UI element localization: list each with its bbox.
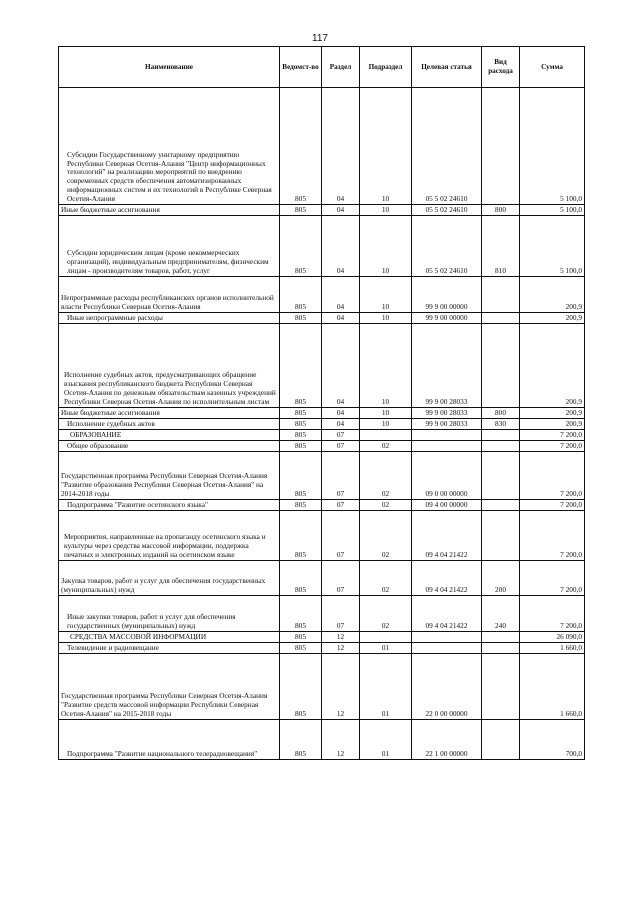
- cell-subsection: 10: [360, 216, 412, 277]
- cell-subsection: 02: [360, 452, 412, 500]
- page-number: 117: [312, 33, 328, 44]
- cell-name: Мероприятия, направленные на пропаганду осетинского языка и культуры через средства массовой информации, поддержка печатных и электронных изданий на осетинском языке: [59, 511, 280, 561]
- table-row: [59, 277, 585, 313]
- cell-name: Государственная программа Республики Северная Осетия-Алания "Развитие средств массовой информации Республики Северная Осетия-Алания" на 2015-2018 годы: [59, 654, 280, 720]
- cell-kind: [482, 500, 520, 511]
- cell-name: Закупка товаров, работ и услуг для обеспечения государственных (муниципальных) нужд: [59, 561, 280, 596]
- cell-sum: 200,9: [520, 419, 585, 430]
- cell-section: 04: [322, 408, 360, 419]
- cell-article: 05 5 02 24610: [412, 216, 482, 277]
- cell-kind: [482, 511, 520, 561]
- cell-subsection: 02: [360, 596, 412, 632]
- cell-sum: 1 660,0: [520, 643, 585, 654]
- header-article: Целевая статья: [412, 47, 482, 88]
- cell-kind: 830: [482, 419, 520, 430]
- cell-subsection: 02: [360, 500, 412, 511]
- header-dept: Ведомст-во: [280, 47, 322, 88]
- budget-table: [58, 46, 585, 760]
- cell-name: Общее образование: [59, 441, 280, 452]
- cell-article: 99 9 00 28033: [412, 408, 482, 419]
- table-row: [59, 205, 585, 216]
- cell-dept: 805: [280, 720, 322, 760]
- cell-sum: 7 200,0: [520, 561, 585, 596]
- cell-kind: 200: [482, 561, 520, 596]
- cell-kind: 810: [482, 216, 520, 277]
- cell-section: 12: [322, 654, 360, 720]
- cell-dept: 805: [280, 205, 322, 216]
- cell-article: [412, 430, 482, 441]
- cell-section: 07: [322, 441, 360, 452]
- cell-section: 07: [322, 452, 360, 500]
- cell-subsection: 10: [360, 205, 412, 216]
- cell-dept: 805: [280, 654, 322, 720]
- cell-article: 22 1 00 00000: [412, 720, 482, 760]
- cell-article: 22 0 00 00000: [412, 654, 482, 720]
- cell-subsection: 02: [360, 561, 412, 596]
- cell-sum: 700,0: [520, 720, 585, 760]
- cell-subsection: 10: [360, 324, 412, 408]
- cell-kind: [482, 632, 520, 643]
- table-row: [59, 654, 585, 720]
- cell-dept: 805: [280, 419, 322, 430]
- cell-subsection: 10: [360, 419, 412, 430]
- cell-sum: 7 200,0: [520, 452, 585, 500]
- cell-section: 04: [322, 88, 360, 205]
- cell-dept: 805: [280, 277, 322, 313]
- cell-name: Государственная программа Республики Северная Осетия-Алания "Развитие образования Республики Северная Осетия-Алания" на 2014-2018 годы: [59, 452, 280, 500]
- cell-subsection: 01: [360, 720, 412, 760]
- cell-section: 12: [322, 643, 360, 654]
- cell-dept: 805: [280, 643, 322, 654]
- cell-dept: 805: [280, 441, 322, 452]
- cell-dept: 805: [280, 430, 322, 441]
- header-subsection: Подраздел: [360, 47, 412, 88]
- table-row: [59, 500, 585, 511]
- cell-section: 04: [322, 205, 360, 216]
- cell-name: Иные непрограммные расходы: [59, 313, 280, 324]
- cell-kind: 800: [482, 408, 520, 419]
- cell-sum: 200,9: [520, 313, 585, 324]
- cell-kind: [482, 277, 520, 313]
- table-row: [59, 430, 585, 441]
- cell-article: 09 4 00 00000: [412, 500, 482, 511]
- cell-article: 05 5 02 24610: [412, 205, 482, 216]
- cell-kind: 240: [482, 596, 520, 632]
- cell-name: Телевидение и радиовещание: [59, 643, 280, 654]
- cell-sum: 7 200,0: [520, 500, 585, 511]
- table-row: [59, 452, 585, 500]
- cell-section: 12: [322, 720, 360, 760]
- cell-section: 07: [322, 430, 360, 441]
- table-row: [59, 720, 585, 760]
- cell-sum: 200,9: [520, 408, 585, 419]
- cell-dept: 805: [280, 596, 322, 632]
- cell-section: 04: [322, 216, 360, 277]
- table-row: [59, 596, 585, 632]
- cell-dept: 805: [280, 561, 322, 596]
- cell-name: Подпрограмма "Развитие осетинского языка": [59, 500, 280, 511]
- cell-name: Субсидии юридическим лицам (кроме некоммерческих организаций), индивидуальным предпринимателям, физическим лицам - производителям товаров, работ, услуг: [59, 216, 280, 277]
- cell-article: 99 9 00 00000: [412, 277, 482, 313]
- cell-dept: 805: [280, 500, 322, 511]
- table-row: [59, 632, 585, 643]
- cell-sum: 5 100,0: [520, 205, 585, 216]
- table-row: [59, 324, 585, 408]
- cell-kind: [482, 430, 520, 441]
- cell-name: Иные бюджетные ассигнования: [59, 408, 280, 419]
- cell-kind: [482, 88, 520, 205]
- cell-name: Субсидии Государственному унитарному предприятию Республики Северная Осетия-Алания "Центр информационных технологий" на реализацию мероприятий по внедрению современных средств обеспечения автоматизированных информационных систем и их технологий в Республике Северная Осетия-Алания: [59, 88, 280, 205]
- cell-dept: 805: [280, 324, 322, 408]
- cell-article: 05 5 02 24610: [412, 88, 482, 205]
- header-name: Наименование: [59, 47, 280, 88]
- table-row: [59, 561, 585, 596]
- table-row: [59, 88, 585, 205]
- cell-dept: 805: [280, 216, 322, 277]
- cell-sum: 1 660,0: [520, 654, 585, 720]
- cell-kind: [482, 654, 520, 720]
- cell-kind: [482, 313, 520, 324]
- cell-subsection: [360, 430, 412, 441]
- cell-article: 09 4 04 21422: [412, 511, 482, 561]
- cell-section: 04: [322, 419, 360, 430]
- cell-sum: 200,9: [520, 324, 585, 408]
- cell-dept: 805: [280, 408, 322, 419]
- table-row: [59, 313, 585, 324]
- cell-article: 09 4 04 21422: [412, 596, 482, 632]
- cell-sum: 26 090,0: [520, 632, 585, 643]
- cell-subsection: 10: [360, 408, 412, 419]
- cell-subsection: 10: [360, 277, 412, 313]
- table-row: [59, 511, 585, 561]
- cell-section: 07: [322, 500, 360, 511]
- cell-dept: 805: [280, 313, 322, 324]
- cell-section: 07: [322, 561, 360, 596]
- cell-section: 04: [322, 313, 360, 324]
- cell-subsection: 02: [360, 511, 412, 561]
- table-header-row: [59, 47, 585, 88]
- cell-name: ОБРАЗОВАНИЕ: [59, 430, 280, 441]
- cell-section: 12: [322, 632, 360, 643]
- header-section: Раздел: [322, 47, 360, 88]
- cell-name: Исполнение судебных актов, предусматривающих обращение взыскания республиканского бюджета Республики Северная Осетия-Алания по денежным обязательствам казенных учреждений Республики Северная Осетия-Алания по исполнительным листам: [59, 324, 280, 408]
- table-row: [59, 216, 585, 277]
- cell-subsection: [360, 632, 412, 643]
- cell-article: [412, 632, 482, 643]
- cell-subsection: 10: [360, 88, 412, 205]
- cell-article: [412, 643, 482, 654]
- cell-name: СРЕДСТВА МАССОВОЙ ИНФОРМАЦИИ: [59, 632, 280, 643]
- cell-sum: 7 200,0: [520, 430, 585, 441]
- cell-article: [412, 441, 482, 452]
- cell-sum: 7 200,0: [520, 596, 585, 632]
- cell-sum: 5 100,0: [520, 88, 585, 205]
- cell-subsection: 01: [360, 654, 412, 720]
- cell-article: 09 4 04 21422: [412, 561, 482, 596]
- cell-section: 04: [322, 324, 360, 408]
- cell-kind: [482, 441, 520, 452]
- cell-subsection: 01: [360, 643, 412, 654]
- cell-dept: 805: [280, 511, 322, 561]
- cell-sum: 5 100,0: [520, 216, 585, 277]
- cell-article: 99 9 00 28033: [412, 324, 482, 408]
- cell-kind: [482, 720, 520, 760]
- cell-subsection: 02: [360, 441, 412, 452]
- cell-article: 99 9 00 00000: [412, 313, 482, 324]
- cell-article: 99 9 00 28033: [412, 419, 482, 430]
- cell-name: Непрограммные расходы республиканских органов исполнительной власти Республики Северная Осетия-Алания: [59, 277, 280, 313]
- cell-dept: 805: [280, 632, 322, 643]
- table-row: [59, 419, 585, 430]
- cell-sum: 7 200,0: [520, 441, 585, 452]
- cell-name: Подпрограмма "Развитие национального телерадиовещания": [59, 720, 280, 760]
- cell-subsection: 10: [360, 313, 412, 324]
- cell-section: 04: [322, 277, 360, 313]
- table-row: [59, 408, 585, 419]
- cell-kind: [482, 452, 520, 500]
- header-sum: Сумма: [520, 47, 585, 88]
- cell-kind: [482, 643, 520, 654]
- table-row: [59, 441, 585, 452]
- cell-dept: 805: [280, 88, 322, 205]
- cell-kind: [482, 324, 520, 408]
- cell-section: 07: [322, 596, 360, 632]
- cell-name: Иные бюджетные ассигнования: [59, 205, 280, 216]
- table-row: [59, 643, 585, 654]
- cell-dept: 805: [280, 452, 322, 500]
- cell-article: 09 0 00 00000: [412, 452, 482, 500]
- cell-kind: 800: [482, 205, 520, 216]
- cell-section: 07: [322, 511, 360, 561]
- cell-sum: 7 200,0: [520, 511, 585, 561]
- cell-sum: 200,9: [520, 277, 585, 313]
- header-kind: Вид расхода: [482, 47, 520, 88]
- cell-name: Исполнение судебных актов: [59, 419, 280, 430]
- cell-name: Иные закупки товаров, работ и услуг для обеспечения государственных (муниципальных) нужд: [59, 596, 280, 632]
